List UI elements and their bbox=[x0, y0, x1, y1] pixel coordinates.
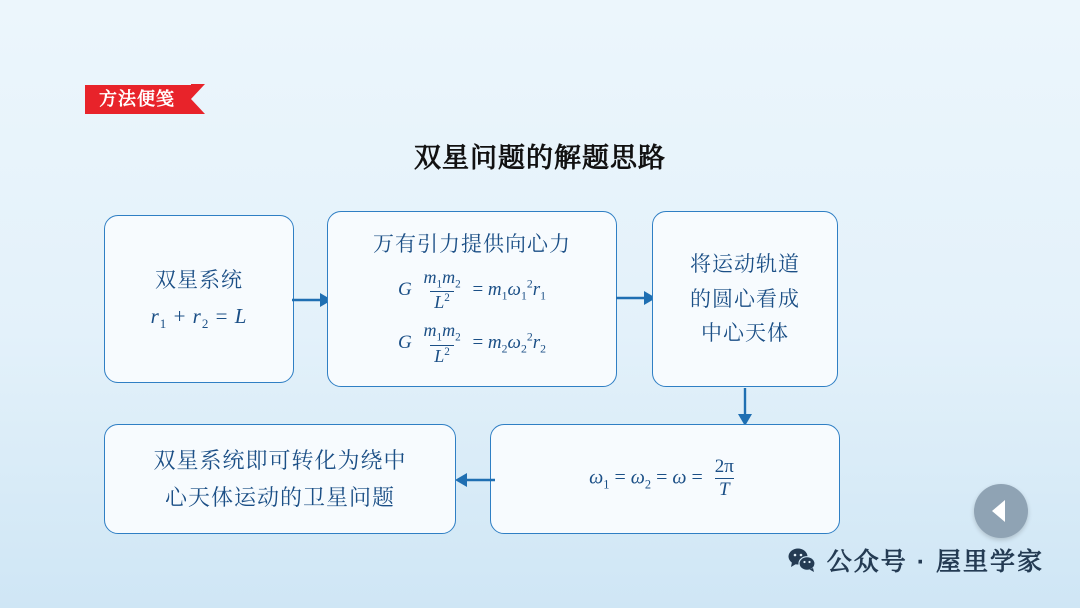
page-title: 双星问题的解题思路 bbox=[414, 143, 666, 173]
gravity-equation-2: G $\frac{m_1m_2}{L^2}$ = $m_2\omega_2^2r_2$ bbox=[397, 320, 547, 366]
orbit-line-3: 中心天体 bbox=[701, 321, 789, 346]
footer-brand-label: 公众号 · 屋里学家 bbox=[826, 548, 1044, 576]
footer-brand bbox=[787, 542, 1044, 578]
flow-box-system bbox=[104, 215, 294, 383]
back-button[interactable] bbox=[974, 484, 1028, 538]
ribbon-tail-shape bbox=[191, 84, 205, 114]
wechat-icon bbox=[787, 545, 817, 575]
chevron-left-icon bbox=[992, 500, 1005, 522]
arrow-orbit-to-omega bbox=[735, 388, 755, 426]
system-line-1: 双星系统 bbox=[155, 267, 243, 292]
flow-box-omega bbox=[490, 424, 840, 534]
flow-box-orbit bbox=[652, 211, 838, 387]
orbit-line-1: 将运动轨道 bbox=[690, 252, 800, 277]
omega-equation: $\omega_1 = \omega_2 = \omega$ = $\frac{2\pi}{T}$ bbox=[589, 456, 734, 501]
satellite-line-1: 双星系统即可转化为绕中 bbox=[153, 447, 407, 473]
arrow-omega-to-satellite bbox=[455, 470, 495, 490]
system-line-2: $r_1 + r_2 = L$ bbox=[150, 304, 248, 332]
flow-box-satellite bbox=[104, 424, 456, 534]
flow-box-gravity bbox=[327, 211, 617, 387]
arrow-gravity-to-orbit bbox=[616, 288, 656, 308]
satellite-line-2: 心天体运动的卫星问题 bbox=[164, 485, 395, 510]
method-note-ribbon bbox=[85, 84, 205, 114]
arrow-system-to-gravity bbox=[292, 290, 332, 310]
gravity-headline: 万有引力提供向心力 bbox=[373, 232, 571, 256]
orbit-line-2: 的圆心看成 bbox=[690, 286, 800, 311]
gravity-equation-1: G $\frac{m_1m_2}{L^2}$ = $m_1\omega_1^2r_1$ bbox=[397, 267, 547, 313]
ribbon-label: 方法便笺 bbox=[85, 85, 191, 114]
